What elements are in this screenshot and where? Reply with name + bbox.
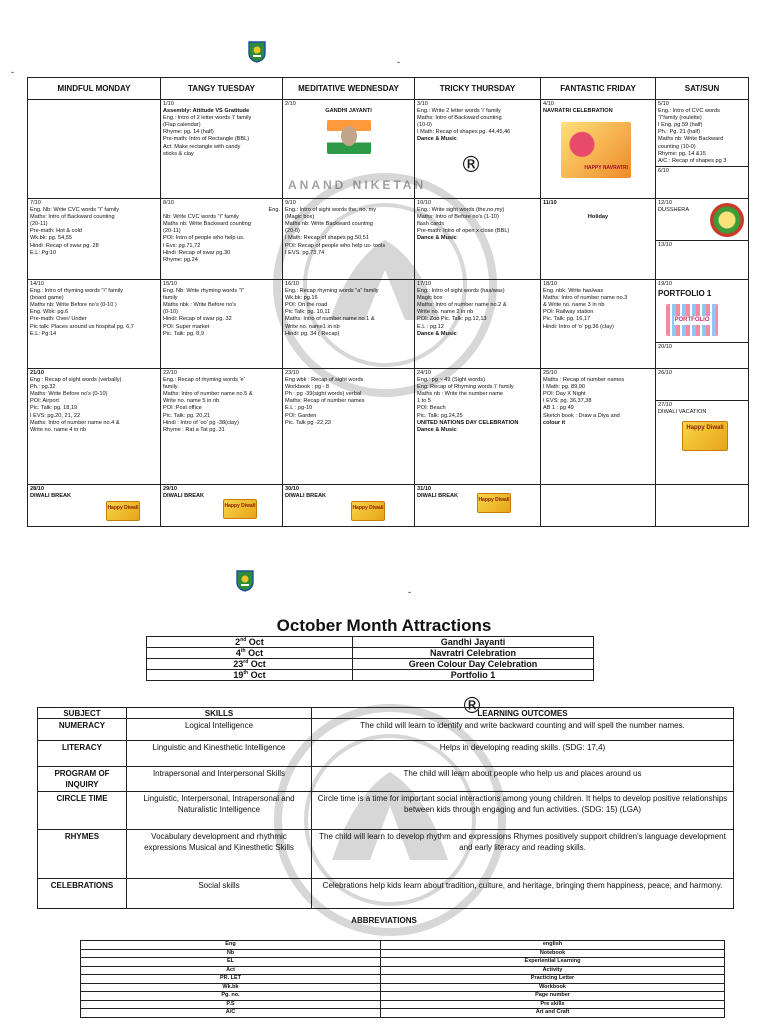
subjects-table [37, 707, 734, 909]
diwali-image-mon: Happy Diwali [106, 501, 140, 521]
cell-11-10: 11/10 Holiday [541, 199, 656, 280]
school-logo-middle [236, 570, 254, 592]
cell-empty-weekend [656, 485, 749, 527]
subject-row: CELEBRATIONS Social skills Celebrations help kids learn about tradition, culture, and heritage, bringing them happiness, peace, and harmony. [38, 879, 734, 909]
navratri-image: HAPPY NAVRATRI [561, 122, 631, 178]
cell-8-10: 8/10 Eng. Nb: Write CVC words "i" family Maths nb: Write Backward counting (20-11) POI: Intro of people who help us. I Evs: pg.71,72 Hindi :Recap of swar pg.30 Rhyme: pg.24 [161, 199, 283, 280]
col-wednesday: MEDITATIVE WEDNESDAY [283, 78, 415, 100]
subject-row: PROGRAM OF INQUIRY Intrapersonal and Interpersonal Skills The child will learn about people who help us and places around us [38, 767, 734, 792]
col-tuesday: TANGY TUESDAY [161, 78, 283, 100]
cell-29-10: 29/10 DIWALI BREAK Happy Diwali [161, 485, 283, 527]
cell-1-10: 1/10 Assembly: Attitude VS Gratitude Eng.: Intro of 2 letter words 'i' family (Flap calendar) Rhyme: pg. 14 (half) Pre-math: Intro of Rectangle (BBL) Act: Make rectangle with candy sticks & clay [161, 100, 283, 199]
cell-17-10: 17/10 Eng.: Intro of sight words (has/was) Magic box Maths: Intro of number name no.2 & Write no. name 2 in nb POI: Zoo Pic. Talk: pg.12,13 E.L : pg.12 Dance & Music [415, 280, 541, 369]
cell-28-10: 28/10 DIWALI BREAK Happy Diwali [28, 485, 161, 527]
cell-10-10: 10/10 Eng.: Write sight words (the,no,my) Maths: Intro of Before no's (1-10) flash cards Pre-math: Intro of open x close (BBL) Dance & Music [415, 199, 541, 280]
subject-row: NUMERACY Logical Intelligence The child will learn to identify and write backward counting and will spell the number names. [38, 719, 734, 741]
subject-row: CIRCLE TIME Linguistic, Interpersonal, Intrapersonal and Naturalistic Intelligence Circle time is a time for important social interactions among young children. It helps to develop positive relationships between kids through engaging and fun activities. (SDG: 15) (LGA) [38, 792, 734, 830]
cell-5-6-10: 5/10 Eng.: Intro of CVC words "i"family (roulette) I Eng. pg.59 (half) Ph.: Pg. 21 (half) Maths nb: Write Backward counting (10-0) Rhyme: pg. 14 &15 A/C : Recap of shapes pg 3 6/10 [656, 100, 749, 199]
school-logo-top [248, 41, 266, 63]
registered-mark-bottom: ® [461, 694, 483, 719]
dusshera-image [710, 203, 744, 237]
cell-15-10: 15/10 Eng. Nb: Write rhyming words "i" family Maths nbk : Write Before no's (0-10) Hindi: Recap of swar pg. 32 POI: Super market Pic. Talk: pg. 8,9 [161, 280, 283, 369]
cell-12-13-10: 12/10 DUSSHERA 13/10 [656, 199, 749, 280]
attractions-table [146, 636, 594, 681]
abbreviation-row: Pg. no. Page number [81, 992, 725, 1001]
dash-middle: - [408, 587, 411, 597]
attraction-row: 23rd Oct Green Colour Day Celebration [147, 659, 594, 670]
cell-23-10: 23/10 Eng wbk : Recap of sight words Workbook : pg - 8 Ph : pg -39(sight words) verbal Maths: Recap of number names E.L : pg-10 POI: Garden Pic. Talk pg -22,23 [283, 369, 415, 485]
cell-31-10: 31/10 DIWALI BREAK Happy Diwali [415, 485, 541, 527]
header-skills: SKILLS [127, 708, 312, 719]
dash-top-center: - [397, 57, 400, 67]
attraction-row: 19th Oct Portfolio 1 [147, 670, 594, 681]
portfolio-image: PORTFOLIO [666, 304, 718, 336]
cell-25-10: 25/10 Maths : Recap of number names I Math: pg. 89,90 POI: Day X Night I EVS: pg. 36,37,38 AB 1 : pg 49 Sketch book : Draw a Diya and colour it [541, 369, 656, 485]
cell-19-20-10: 19/10 PORTFOLIO 1 PORTFOLIO 20/10 [656, 280, 749, 369]
col-thursday: TRICKY THURSDAY [415, 78, 541, 100]
october-calendar [27, 77, 749, 527]
cell-18-10: 18/10 Eng. nbk: Write has/was Maths: Intro of number name no.3 & Write no. name 3 in nb POI: Railway station Pic. Talk: pg. 16,17 Hindi: Intro of 'o' pg.36 (clay) [541, 280, 656, 369]
attraction-row: 4th Oct Navratri Celebration [147, 648, 594, 659]
col-friday: FANTASTIC FRIDAY [541, 78, 656, 100]
gandhi-image [327, 120, 371, 154]
attractions-title: October Month Attractions [276, 616, 492, 635]
abbreviation-row: P.S Pre skills [81, 1000, 725, 1009]
diwali-image-tue: Happy Diwali [223, 499, 257, 519]
cell-22-10: 22/10 Eng.: Recap of rhyming words 'e' family. Maths: Intro of number name no.5 & Write no. name 5 in nb POI :Post office Pic. Talk: pg. 20,21 Hindi : Intro of 'oo' pg -38(clay) Rhyme : Rat a Tat pg. 31 [161, 369, 283, 485]
abbreviation-row: Nb Notebook [81, 949, 725, 958]
subject-row: RHYMES Vocabulary development and rhythmic expressions Musical and Kinesthetic Skills The child will learn to develop rhythm and expressions Rhymes positively support children's language development and early literacy and reading skills. [38, 830, 734, 879]
header-outcomes: LEARNING OUTCOMES [312, 708, 734, 719]
cell-2-10: 2/10 GANDHI JAYANTI [283, 100, 415, 199]
abbreviation-row: PR. LET Practicing Letter [81, 975, 725, 984]
abbreviations-table [80, 940, 725, 1018]
cell-14-10: 14/10 Eng.: Intro of rhyming words "i" family (board game) Maths nb: Write Before no's (0-10 ) Eng. Wbk: pg.6 Pre-math: Over/ Under Pic talk: Places around us hospital pg. 6,7 E.L: Pg:14 [28, 280, 161, 369]
abbreviation-row: Wk.bk Workbook [81, 983, 725, 992]
cell-empty-fri [541, 485, 656, 527]
cell-9-10: 9/10 Eng.: Intro of sight words the, no, my (Magic box) Maths nb: Write Backward counting (20-0) I Math: Recap of shapes pg.50,51 POI: Recap of people who help us- tools I EVS: pg.73,74 [283, 199, 415, 280]
cell-4-10: 4/10 NAVRATRI CELEBRATION HAPPY NAVRATRI [541, 100, 656, 199]
subject-row: LITERACY Linguistic and Kinesthetic Intelligence Helps in developing reading skills. (SDG: 17,4) [38, 741, 734, 767]
diwali-vacation-image: Happy Diwali [682, 421, 728, 451]
diwali-image-thu: Happy Diwali [477, 493, 511, 513]
abbreviation-row: A/C Art and Craft [81, 1009, 725, 1018]
dash-top-left: - [11, 67, 14, 77]
cell-26-27-10: 26/10 27/10 DIWALI VACATION Happy Diwali [656, 369, 749, 485]
cell-7-10: 7/10 Eng. Nb: Write CVC words "i" family Maths: Intro of Backward counting (20-11) Pre-math: Hot & cold Wk.bk: pg. 54,55 Hindi :Recap of swar pg. 28 E.L: Pg:10 [28, 199, 161, 280]
cell-empty [28, 100, 161, 199]
cell-21-10: 21/10 Eng : Recap of sight words (verbally) Ph.: pg.32 Maths: Write Before no's (0-10) POI: Airport Pic. Talk: pg. 18,19 I EVS: pg.20, 21, 22 Maths: Intro of number name no.4 & Write no. name 4 in nb [28, 369, 161, 485]
attraction-row: 2nd Oct Gandhi Jayanti [147, 637, 594, 648]
col-sat-sun: SAT/SUN [656, 78, 749, 100]
cell-24-10: 24/10 Eng.: pg ~ 49 (Sight words) Eng: Recap of Rhyming words 'i' family Maths nb : Write the number name 1 to 5 POI: Beach Pic. Talk: pg.24,25 UNITED NATIONS DAY CELEBRATION Dance & Music [415, 369, 541, 485]
cell-30-10: 30/10 DIWALI BREAK Happy Diwali [283, 485, 415, 527]
abbreviations-title: ABBREVIATIONS [351, 916, 417, 925]
watermark-text: ANAND NIKETAN [288, 178, 427, 192]
abbreviation-row: EL Experiential Learning [81, 958, 725, 967]
col-monday: MINDFUL MONDAY [28, 78, 161, 100]
diwali-image-wed: Happy Diwali [351, 501, 385, 521]
abbreviation-row: Eng english [81, 941, 725, 950]
abbreviation-row: Act Activity [81, 966, 725, 975]
cell-16-10: 16/10 Eng.: Recap rhyming words "a" family Wk.bk: pg.16 POI: On the road Pic Talk: pg. 10,11 Maths: Intro of number name no.1 & Write no. name1 in nb Hindi: pg. 34 ( Recap) [283, 280, 415, 369]
registered-mark-top: ® [460, 153, 482, 178]
header-subject: SUBJECT [38, 708, 127, 719]
cell-3-10: 3/10 Eng.: Write 2 letter words 'i' family Maths: Intro of Backward counting (10-0) I Math: Recap of shapes pg. 44,45,46 Dance & Music [415, 100, 541, 199]
